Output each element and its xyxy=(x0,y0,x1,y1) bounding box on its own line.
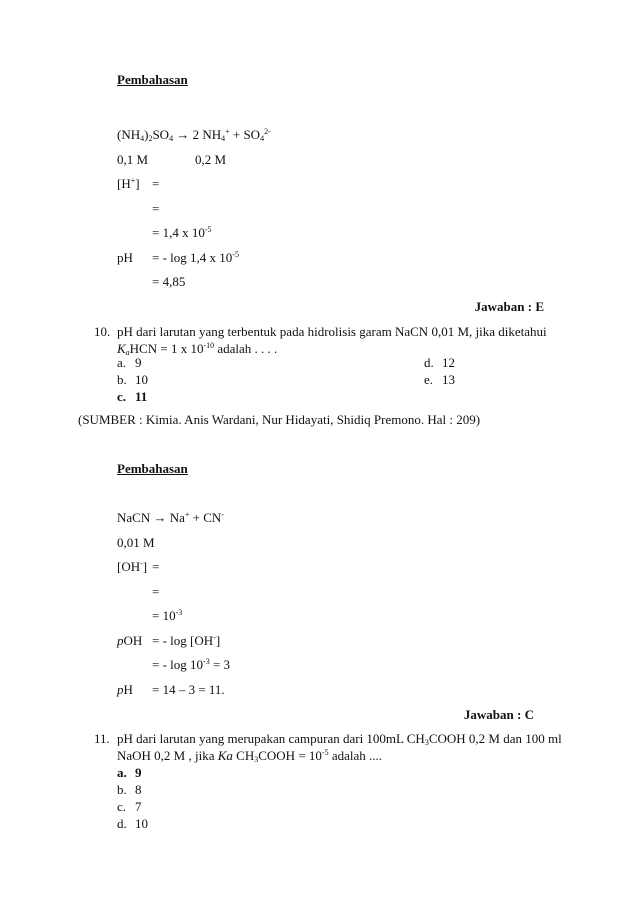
concentration-right: 0,2 M xyxy=(195,152,227,167)
question-10-line-2: $K_aHCN = 1$ x $10^{-10}$ adalah . . . . xyxy=(117,341,278,357)
oh-ion-label: [OH-] xyxy=(117,559,148,574)
option-d: d. xyxy=(424,355,434,370)
poh-result: = - $\log 10^{-3} = 3$ xyxy=(152,657,231,672)
option-a-value: 9 xyxy=(135,355,142,370)
equals-line-2: = xyxy=(152,201,160,216)
h-ion-label: [H+] xyxy=(117,176,140,191)
option-e-value: 13 xyxy=(442,372,455,387)
pembahasan-heading-2: Pembahasan xyxy=(117,461,188,476)
source-citation: (SUMBER : Kimia. Anis Wardani, Nur Hidayati, Shidiq Premono. Hal : 209) xyxy=(78,412,481,427)
question-10-line-1: pH dari larutan yang terbentuk pada hidrolisis garam NaCN 0,01 M, jika diketahui xyxy=(117,324,547,339)
poh-log-expression: = - log [OH-] xyxy=(152,633,221,648)
q11-option-c: c. xyxy=(117,799,127,814)
concentration-left: 0,1 M xyxy=(117,152,149,167)
question-10-number: 10. xyxy=(94,324,111,339)
arrow-icon: → xyxy=(150,510,170,525)
q11-option-d: d. xyxy=(117,816,127,831)
q11-option-b: b. xyxy=(117,782,127,797)
q11-option-b-value: 8 xyxy=(135,782,142,797)
ph-label-2: pH xyxy=(117,682,133,697)
reaction-equation-2: NaCN → Na+ + CN- xyxy=(117,510,224,525)
option-a: a. xyxy=(117,355,127,370)
q11-option-a: a. xyxy=(117,765,127,780)
ph-label: pH xyxy=(117,250,133,265)
equals-line-1: = xyxy=(152,176,160,191)
answer-2: Jawaban : C xyxy=(463,707,534,722)
option-d-value: 12 xyxy=(442,355,455,370)
ph-result: = 4,85 xyxy=(152,274,186,289)
pembahasan-heading-1: Pembahasan xyxy=(117,72,188,87)
option-c-value: 11 xyxy=(135,389,148,404)
question-11-number: 11. xyxy=(94,731,110,746)
question-11-line-2: NaOH 0,2 M , jika Ka $CH_3COOH = 10^{-5}$ adalah .... xyxy=(117,748,382,764)
answer-1: Jawaban : E xyxy=(474,299,544,314)
option-b-value: 10 xyxy=(135,372,148,387)
arrow-icon: → xyxy=(173,127,193,142)
question-11-line-1: pH dari larutan yang merupakan campuran dari 100mL $CH_3COOH$ 0,2 M dan 100 ml xyxy=(117,731,562,747)
ph-log-expression: = - log 1,4 x $10^{-5}$ xyxy=(152,250,239,265)
option-c: c. xyxy=(117,389,127,404)
q11-option-a-value: 9 xyxy=(135,765,142,780)
oh-ion-value: = $10^{-3}$ xyxy=(152,608,183,623)
reaction-equation-1: $(NH_4)_2SO_4 \to 2$ $NH_4^+ + SO_4^{2-}$ xyxy=(117,127,271,143)
poh-label: pOH xyxy=(117,633,143,648)
ph-result-2: = 14 – 3 = 11. xyxy=(152,682,225,697)
h-ion-value: = 1,4 x $10^{-5}$ xyxy=(152,225,212,240)
q11-option-d-value: 10 xyxy=(135,816,148,831)
option-e: e. xyxy=(424,372,434,387)
equals-line-4: = xyxy=(152,584,160,599)
concentration: 0,01 M xyxy=(117,535,155,550)
option-b: b. xyxy=(117,372,127,387)
equals-line-3: = xyxy=(152,559,160,574)
q11-option-c-value: 7 xyxy=(135,799,142,814)
